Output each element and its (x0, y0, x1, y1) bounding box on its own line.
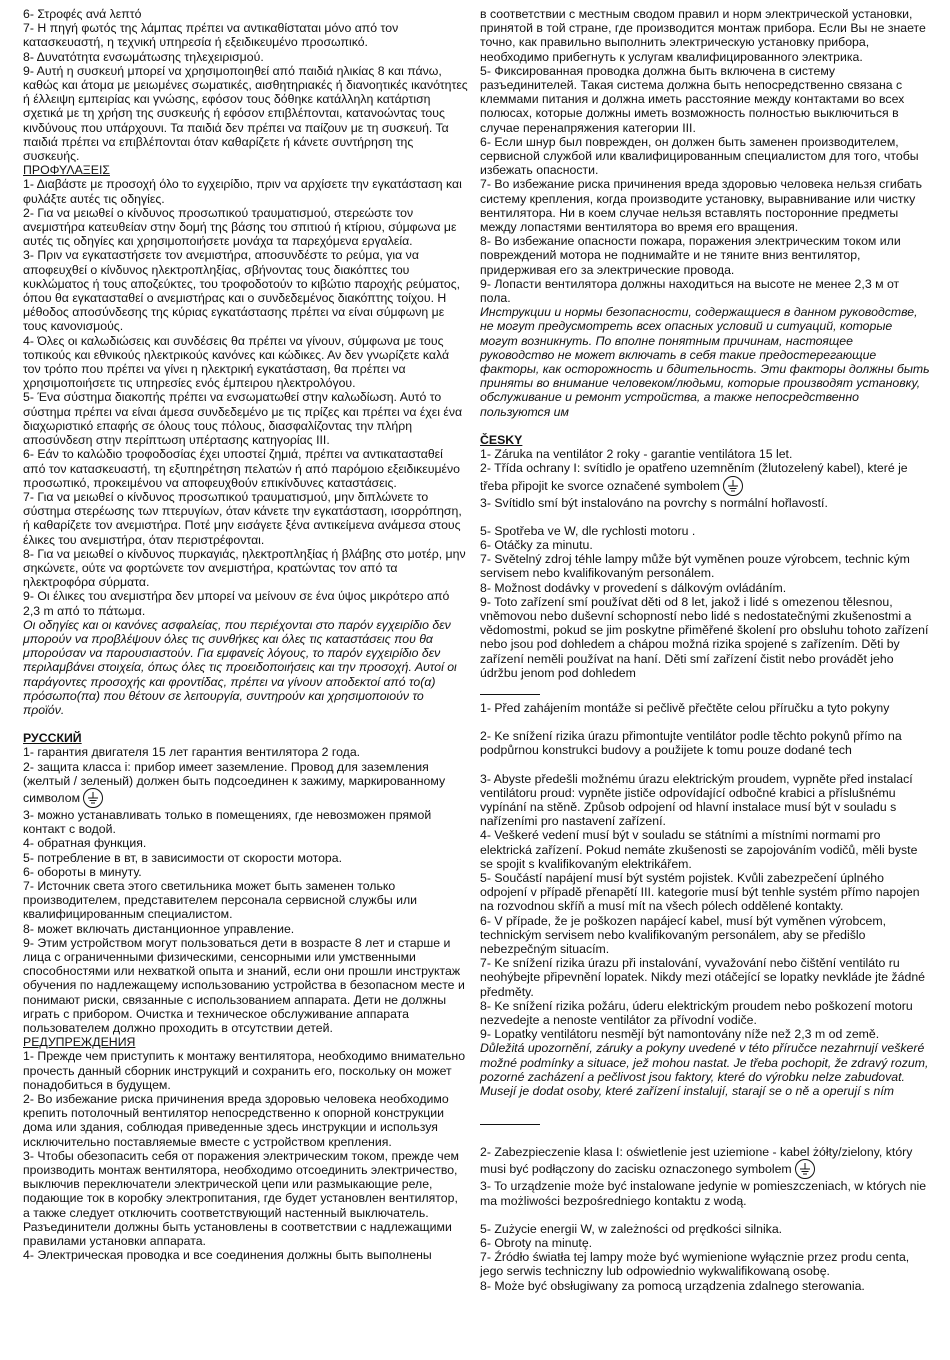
czech-item-2 (480, 461, 930, 495)
czech-title: ČESKY (480, 432, 523, 447)
polish-items-rest: 5- Zużycie energii W, w zależności od prędkości silnika. 6- Obroty na minutę. 7- Źródło światła tej lampy może być wymienione wyłącznie przez produ centa, jego serwis techniczny lub odpowiednio wykwalifikowaną osobę. 8- Może być obsługiwany za pomocą urządzenia zdalnego sterowania. (480, 1221, 910, 1293)
spacer (480, 1208, 930, 1222)
czech-warnings-rest: 3- Abyste předešli možnému úrazu elektrickým proudem, vypněte před instalací ventilátoru proud: vypněte jističe odpovídající odbočné krabici a příslušnému vypínání na stěně. Způsob odpojení od hlavní instalace musí být v souladu s nařízeními pro nastavení zařízení. 4- Veškeré vedení musí být v souladu se státními a místními normami pro elektrická zařízení. Pokud nemáte zkušenosti se zapojováním vodičů, měli byste se spojit s kvalifikovaným elektrikářem. 5- Součástí napájení musí být systém pojistek. Kvůli zabezpečení úplného odpojení v případě přenapětí III. kategorie musí být tenhle systém přímo napojen na rozvodnou skříň a musí mít na všech pólech oddělené kontakty. 6- V případe, že je poškozen napájecí kabel, musí být vyměnen výrobcem, technickým servisem nebo kvalifikovaným personálem, aby se předišlo nebezpečným situacím. 7- Ke snížení rizika úrazu při instalování, vyvažování nebo čištění ventiláto ru neohýbejte připevnění lopatek. Nikdy mezi otáčející se lopatky nevkláde jte žádné předměty. 8- Ke snížení rizika požáru, úderu elektrickým proudem nebo poškození motoru nezvedejte a nenoste ventilátor za přívodní vodiče. 9- Lopatky ventilátoru nesmějí být namontovány níže než 2,3 m od země. (480, 771, 925, 1042)
russian-items-rest: 3- можно устанавливать только в помещениях, где невозможен прямой контакт с водой. 4- обратная функция. 5- потребление в вт, в зависимости от скорости мотора. 6- обороты в минуту. 7- Источник света этого светильника может быть заменен только производителем, представителем персонала сервисной службы или квалифицированным специалистом. 8- может включать дистанционное управление. 9- Этим устройством могут пользоваться дети в возрасте 8 лет и старше и лица с ограниченными физическими, сенсорными или умственными способностями или нехваткой опыта и знаний, если они прошли инструктаж обучения по надлежащему использованию устройства в безопасном месте и понимают риски, связанные с использованием аппарата. Дети не должны играть с прибором. Очистка и техническое обслуживание аппарата пользователем должно проходить в отсутствии детей. (23, 807, 465, 1036)
spacer (480, 715, 930, 729)
russian-item-2-text: 2- защита класса i: прибор имеет заземление. Провод для заземления (желтый / зеленый) должен быть подсоединен к зажиму, маркированному символом (23, 759, 446, 805)
russian-item-2 (23, 760, 468, 808)
polish-item-3: 3- To urządzenie może być instalowane jedynie w pomieszczeniach, w których nie ma możliwości bezpośredniego kontaktu z wodą. (480, 1179, 927, 1208)
ground-symbol-icon (83, 788, 103, 808)
czech-item-2-text: 2- Třída ochrany I: svítidlo je opatřeno uzemněním (žlutozelený kabel), které je třeba připojit ke svorce označené symbolem (480, 461, 908, 493)
divider (480, 1124, 540, 1125)
ground-symbol-icon (795, 1159, 815, 1179)
czech-warning-2: 2- Ke snížení rizika úrazu přimontujte ventilátor podle těchto pokynů přímo na podpůrnou konstrukci budovy a použijete k tomu pouze dodané tech (480, 729, 902, 758)
greek-warnings: 1- Διαβάστε με προσοχή όλο το εγχειρίδιο, πριν να αρχίσετε την εγκατάσταση και φυλάξτε αυτές τις οδηγίες. 2- Για να μειωθεί ο κίνδυνος προσωπικού τραυματισμού, στερεώστε τον ανεμιστήρα κατευθείαν στην δομή της βάσης του σπιτιού ή κτίριου, σύμφωνα με αυτές τις οδηγίες και χρησιμοποιήσετε μονάχα τα παρεχόμενα εργαλεία. 3- Πριν να εγκαταστήσετε τον ανεμιστήρα, αποσυνδέστε το ρεύμα, για να αποφευχθεί ο κίνδυνος ηλεκτροπληξίας, σβήνοντας τους διακόπτες του κυκλώματος ή τους αποζεύκτες, του τροφοδοτούν το κιβώτιο παροχής ρεύματος, όπου θα εγκατασταθεί ο ανεμιστήρας και ο συνδεδεμένος διακόπτης τοίχου. Η μέθοδος αποσύνδεσης της κύριας εγκατάστασης πρέπει να είναι σύμφωνη με τους κανονισμούς. 4- Όλες οι καλωδιώσεις και συνδέσεις θα πρέπει να γίνουν, σύμφωνα με τους τοπικούς και εθνικούς ηλεκτρικούς κανόνες και κώδικες. Αν δεν γνωρίζετε καλά τον τρόπο που πρέπει να γίνει η ηλεκτρική εγκατάσταση, θα πρέπει να χρησιμοποιήσετε τις υπηρεσίες ενός έμπειρου ηλεκτρολόγου. 5- Ένα σύστημα διακοπής πρέπει να ενσωματωθεί στην καλωδίωση. Αυτό το σύστημα πρέπει να είναι άμεσα συνδεδεμένο με τις πρίζες και πρέπει να έχει ένα διαχωριστικό επαφής σε όλους τους πόλους, διασφαλίζοντας την πλήρη αποσύνδεση στην περίπτωση υπέρτασης κατηγορίας III. 6- Εάν το καλώδιο τροφοδοσίας έχει υποστεί ζημιά, πρέπει να αντικατασταθεί από τον κατασκευαστή, τη εξυπηρέτηση πελατών ή από παρόμοιο εξειδικευμένο προσωπικό, προκειμένου να αποφευχθούν επικίνδυνες καταστάσεις. 7- Για να μειωθεί ο κίνδυνος προσωπικού τραυματισμού, μην διπλώνετε το σύστημα στερέωσης των πτερυγίων, όταν κάνετε την εγκατάσταση, ισορρόπηση, ή καθαρίζετε τον ανεμιστήρα. Ποτέ μην εισάγετε ξένα αντικείμενα ανάμεσα στους έλικες του ανεμιστήρα, όταν περιστρέφονται. 8- Για να μειωθεί ο κίνδυνος πυρκαγιάς, ηλεκτροπληξίας ή βλάβης στο μοτέρ, μην σηκώνετε, ούτε να φορτώνετε τον ανεμιστήρα, κρατώντας τον από τα ηλεκτροφόρα σύρματα. 9- Οι έλικες του ανεμιστήρα δεν μπορεί να μείνουν σε ένα ύψος μικρότερο από 2,3 m από το πάτωμα. (23, 177, 466, 618)
left-column (23, 7, 468, 1262)
russian-warnings-title: РЕДУПРЕЖДЕНИЯ (23, 1035, 136, 1050)
czech-warning-1: 1- Před zahájením montáže si pečlivě přečtěte celou příručku a tyto pokyny (480, 700, 890, 715)
greek-items-top: 6- Στροφές ανά λεπτό 7- Η πηγή φωτός της λάμπας πρέπει να αντικαθίσταται μόνο από τον κατασκευαστή, η τεχνική υπηρεσία ή εξειδικευμένο προσωπικό. 8- Δυνατότητα ενσωμάτωσης τηλεχειρισμού. 9- Αυτή η συσκευή μπορεί να χρησιμοποιηθεί από παιδιά ηλικίας 8 και πάνω, καθώς και άτομα με μειωμένες σωματικές, αισθητηριακές ή διανοητικές ικανότητες ή έλλειψη εμπειρίας και γνώσης, εφόσον τους δόθηκε κατάλληλη κατάρτιση σχετικά με τη χρήση της συσκευής ή εφόσον επιβλέπονται, κατανοώντας τους κινδύνους που υπάρχουνι. Τα παιδιά δεν πρέπει να παίζουν με τη συσκευή. Τα παιδιά πρέπει να επιβλέπονται όταν καθαρίζετε ή κάνετε συντήρηση της συσκευής. (23, 7, 468, 164)
czech-item-1: 1- Záruka na ventilátor 2 roky - garantie ventilátora 15 let. (480, 447, 793, 462)
ground-symbol-icon (723, 476, 743, 496)
spacer (23, 717, 468, 731)
russian-warnings: 1- Прежде чем приступить к монтажу вентилятора, необходимо внимательно прочесть данный сборник инструкций и сохранить его, поскольку он может понадобиться в будущем. 2- Во избежание риска причинения вреда здоровью человека необходимо крепить потолочный вентилятор непосредственно к опорной конструкции дома или здания, соблюдая приведенные здесь инструкции и используя исключительно поставляемые вместе с устройством крепления. 3- Чтобы обезопасить себя от поражения электрическим током, прежде чем производить монтаж вентилятора, необходимо отсоединить электричество, выключив переключатели электрической цепи или размыкающие реле, подающие ток в коробку электропитания, где будет установлен вентилятор, а также следует отключить соответствующий настенный выключатель. Разъединители должны быть установлены в соответствии с надлежащими правилами установки аппарата. 4- Электрическая проводка и все соединения должны быть выполнены (23, 1049, 466, 1263)
czech-items-rest: 5- Spotřeba ve W, dle rychlosti motoru . 6- Otáčky za minutu. 7- Světelný zdroj téhle lampy může být vyměnen pouze výrobcem, technic kým servisem nebo kvalifikovaným personálem. 8- Možnost dodávky v provedení s dálkovým ovládáním. 9- Toto zařízení smí používat děti od 8 let, jakož i lidé s omezenou tělesnou, vněmovou nebo duševní schopností nebo lidé s nedostatečnými zkušenostmi a vědomostmi, pokud se jim poskytne přiměřené školení pro obsluhu tohoto zařízení nebo jsou pod dohledem a chápou možná rizika spojené s zařízením. Děti by zařízení neměli používat na haní. Děti smí zařízení čistit nebo provádět jeho údržbu jenom pod dohledem (480, 523, 929, 680)
russian-note: Инструкции и нормы безопасности, содержащиеся в данном руководстве, не могут предусмотреть всех опасных условий и ситуаций, которые могут возникнуть. По вполне понятным причинам, настоящее руководство не может включать в себя такие предостерегающие факторы, как осторожность и бдительность. Эти факторы должны быть приняты во внимание человеком/людьми, которые производят установку, обслуживание и ремонт устройства, а также непосредственно пользуются им (480, 305, 930, 419)
greek-warnings-title: ΠΡΟΦΥΛΑΞΕΙΣ (23, 163, 110, 178)
spacer (480, 758, 930, 772)
spacer (480, 510, 930, 524)
czech-note: Důležitá upozornění, záruky a pokyny uvedené v této příručce nezahrnují veškeré možné podmínky a situace, jež mohou nastat. Je třeba pochopit, že zdravý rozum, pozorné zacházení a pečlivost jsou faktory, které do výrobku nelze zabudovat. Musejí je dodat osoby, které zařízení instalují, starají se o ně a operují s ním (480, 1041, 929, 1099)
polish-item-2-text: 2- Zabezpieczenie klasa I: oświetlenie jest uziemione - kabel żółty/zielony, który musi być podłączony do zacisku oznaczonego symbolem (480, 1145, 913, 1177)
spacer (480, 419, 930, 433)
russian-title: РУССКИЙ (23, 731, 82, 746)
czech-item-3: 3- Svítidlo smí být instalováno na povrchy s normální hořlavostí. (480, 495, 828, 510)
russian-item-1: 1- гарантия двигателя 15 лет гарантия вентилятора 2 года. (23, 745, 361, 760)
greek-note: Οι οδηγίες και οι κανόνες ασφαλείας, που περιέχονται στο παρόν εγχειρίδιο δεν μπορούν να προβλέψουν όλες τις συνθήκες και όλες τις καταστάσεις που θα μπορούσαν να παρουσιαστούν. Για εμφανείς λόγους, το παρόν εγχειρίδιο δεν περιλαμβάνει στοιχεία, όπως όλες τις προειδοποιήσεις και την προσοχή. Αυτοί οι παράγοντες προσοχής και φροντίδας, πρέπει να γίνουν αποδεκτοί από το(α) πρόσωπο(πα) που θέτουν σε λειτουργία, συντηρούν και χρησιμοποιούν το προϊόν. (23, 617, 457, 717)
divider (480, 694, 540, 695)
russian-warnings-continued: в соответствии с местным сводом правил и норм электрической установки, принятой в той стране, где производится монтаж прибора. Если Вы не знаете точно, как правильно выполнить электрическую установку прибора, необходимо прибегнуть к услугам квалифицированного электрика. 5- Фиксированная проводка должна быть включена в систему разъединителей. Такая система должна быть непосредственно связана с клеммами питания и должна иметь расстояние между контактами во всех полюсах, которые должны иметь возможность полностью выключиться в случае перенапряжения категории III. 6- Если шнур был поврежден, он должен быть заменен производителем, сервисной службой или квалифицированным специалистом для того, чтобы избежать опасности. 7- Во избежание риска причинения вреда здоровью человека нельзя сгибать систему крепления, когда производите установку, выравнивание или чистку вентилятора. Ни в коем случае нельзя вставлять посторонние предметы между лопастями вентилятора во время его вращения. 8- Во избежание опасности пожара, поражения электрическим током или повреждений мотора не поднимайте и не тяните вниз вентилятор, придерживая его за электрические провода. 9- Лопасти вентилятора должны находиться на высоте не менее 2,3 м от пола. (480, 7, 926, 306)
polish-item-2 (480, 1145, 930, 1179)
right-column (480, 7, 930, 1293)
